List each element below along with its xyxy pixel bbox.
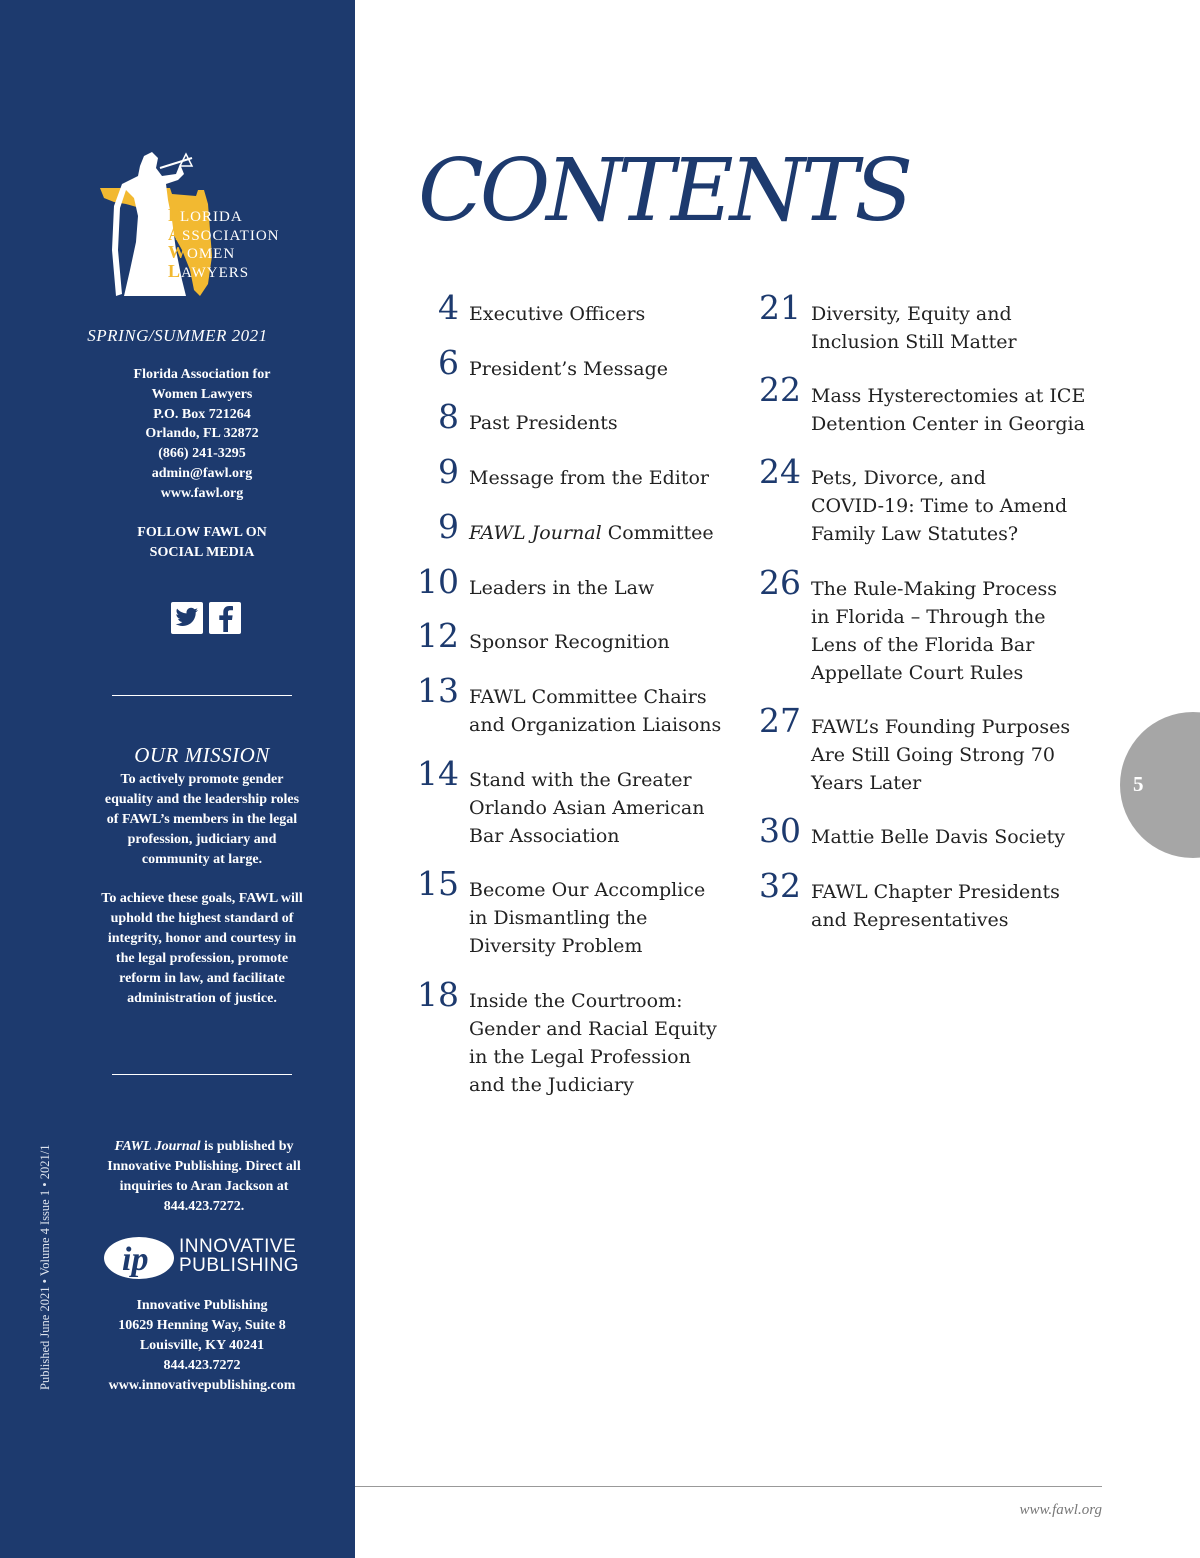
divider-bottom bbox=[112, 1074, 292, 1075]
issue-label: SPRING/SUMMER 2021 bbox=[87, 326, 268, 345]
twitter-icon[interactable] bbox=[171, 602, 203, 634]
toc-page-number: 9 bbox=[438, 507, 459, 546]
page-number-tab bbox=[1120, 712, 1200, 858]
toc-item[interactable] bbox=[414, 866, 705, 960]
ip-wordmark-line2: PUBLISHING bbox=[179, 1255, 300, 1276]
sidebar bbox=[0, 0, 355, 1558]
publication-info: Published June 2021 • Volume 4 Issue 1 • 2021/1 bbox=[38, 1144, 52, 1390]
footer-divider bbox=[355, 1486, 1102, 1487]
toc-item[interactable] bbox=[414, 756, 704, 850]
toc-title: Stand with the Greater Orlando Asian American Bar Association bbox=[469, 769, 705, 847]
follow-label bbox=[52, 523, 352, 563]
mission-paragraph-2: To achieve these goals, FAWL will uphold the highest standard of integrity, honor and courtesy in the legal profession, promote reform in law, and facilitate administration of justice. bbox=[101, 891, 303, 1006]
publisher-street: 10629 Henning Way, Suite 8 bbox=[118, 1317, 286, 1333]
phone: (866) 241-3295 bbox=[158, 446, 246, 462]
follow-line1: FOLLOW FAWL ON bbox=[137, 525, 267, 540]
contact-address bbox=[52, 365, 352, 504]
toc-page-number: 8 bbox=[438, 397, 459, 436]
toc-title bbox=[469, 509, 714, 547]
publisher-note bbox=[98, 1137, 310, 1217]
toc-title: Become Our Accomplice in Dismantling the Diversity Problem bbox=[469, 879, 706, 957]
toc-item[interactable] bbox=[414, 290, 645, 328]
facebook-icon[interactable] bbox=[209, 602, 241, 634]
toc-page-number: 4 bbox=[438, 288, 459, 327]
toc-title: FAWL Committee Chairs and Organization Liaisons bbox=[469, 686, 722, 736]
toc-title: Past Presidents bbox=[469, 412, 618, 434]
toc-item[interactable] bbox=[756, 703, 1070, 797]
toc-item[interactable] bbox=[756, 290, 1017, 356]
toc-item[interactable] bbox=[756, 813, 1065, 851]
email-link[interactable]: admin@fawl.org bbox=[151, 465, 253, 481]
mission-statement bbox=[98, 770, 306, 1029]
journal-name: FAWL Journal bbox=[114, 1139, 201, 1154]
toc-title: President’s Message bbox=[469, 358, 668, 380]
page-title: CONTENTS bbox=[418, 141, 910, 241]
toc-item[interactable] bbox=[756, 372, 1085, 438]
toc-title: Mass Hysterectomies at ICE Detention Center in Georgia bbox=[811, 385, 1086, 435]
website-link[interactable]: www.fawl.org bbox=[160, 485, 244, 501]
org-name-line1: Florida Association for bbox=[133, 367, 271, 382]
toc-page-number: 21 bbox=[759, 288, 801, 327]
ip-wordmark bbox=[179, 1237, 299, 1275]
toc-page-number: 12 bbox=[417, 616, 459, 655]
toc-page-number: 32 bbox=[759, 866, 801, 905]
toc-item[interactable] bbox=[756, 454, 1067, 548]
toc-item[interactable] bbox=[414, 509, 714, 547]
toc-page-number: 13 bbox=[417, 671, 459, 710]
toc-item[interactable] bbox=[756, 565, 1057, 687]
toc-title: Executive Officers bbox=[469, 303, 646, 325]
toc-page-number: 26 bbox=[759, 563, 801, 602]
city-line: Orlando, FL 32872 bbox=[145, 426, 259, 442]
divider-top bbox=[112, 695, 292, 696]
publisher-city: Louisville, KY 40241 bbox=[139, 1337, 265, 1353]
toc-title: Diversity, Equity and Inclusion Still Matter bbox=[811, 303, 1017, 353]
toc-item[interactable] bbox=[414, 345, 668, 383]
toc-page-number: 22 bbox=[759, 370, 801, 409]
toc-title-italic: FAWL Journal bbox=[469, 522, 602, 544]
toc-title: The Rule-Making Process in Florida – Through the Lens of the Florida Bar Appellate Court Rules bbox=[811, 578, 1057, 684]
toc-item[interactable] bbox=[414, 673, 721, 739]
toc-page-number: 14 bbox=[417, 754, 459, 793]
publisher-name: Innovative Publishing bbox=[136, 1298, 268, 1313]
toc-title: Message from the Editor bbox=[469, 467, 710, 489]
toc-title-rest: Committee bbox=[601, 522, 714, 544]
footer-website-link[interactable]: www.fawl.org bbox=[1019, 1502, 1102, 1518]
toc-item[interactable] bbox=[414, 454, 709, 492]
org-name-line2: Women Lawyers bbox=[151, 386, 253, 402]
toc-item[interactable] bbox=[756, 868, 1060, 934]
toc-page-number: 30 bbox=[759, 811, 801, 850]
toc-item[interactable] bbox=[414, 564, 654, 602]
toc-title: Leaders in the Law bbox=[469, 577, 655, 599]
toc-page-number: 10 bbox=[417, 562, 459, 601]
toc-page-number: 15 bbox=[417, 864, 459, 903]
toc-title: Mattie Belle Davis Society bbox=[811, 826, 1066, 848]
toc-title: FAWL Chapter Presidents and Representatives bbox=[811, 881, 1060, 931]
toc-title: FAWL’s Founding Purposes Are Still Going Strong 70 Years Later bbox=[811, 716, 1071, 794]
publisher-phone: 844.423.7272 bbox=[163, 1357, 241, 1373]
logo-wordmark: FLORIDA ASSOCIATION WOMEN LAWYERS bbox=[168, 205, 280, 281]
publisher-address bbox=[52, 1296, 352, 1396]
toc-title: Sponsor Recognition bbox=[469, 631, 670, 653]
ip-wordmark-line1: INNOVATIVE bbox=[179, 1236, 297, 1257]
publisher-website-link[interactable]: www.innovativepublishing.com bbox=[108, 1377, 296, 1393]
po-box: P.O. Box 721264 bbox=[153, 406, 251, 422]
toc-page-number: 9 bbox=[438, 452, 459, 491]
toc-item[interactable] bbox=[414, 618, 670, 656]
toc-page-number: 27 bbox=[759, 701, 801, 740]
publisher-note-text: is published by Innovative Publishing. Direct all inquiries to Aran Jackson at 844.423.7272. bbox=[107, 1139, 301, 1214]
svg-text:ip: ip bbox=[122, 1241, 149, 1278]
toc-title: Pets, Divorce, and COVID-19: Time to Amend Family Law Statutes? bbox=[811, 467, 1068, 545]
toc-title: Inside the Courtroom: Gender and Racial Equity in the Legal Profession and the Judiciary bbox=[469, 990, 717, 1096]
mission-paragraph-1: To actively promote gender equality and the leadership roles of FAWL’s members in the legal profession, judiciary and community at large. bbox=[104, 772, 300, 867]
social-links bbox=[171, 602, 241, 634]
toc-item[interactable] bbox=[414, 399, 618, 437]
toc-item[interactable] bbox=[414, 977, 717, 1099]
toc-page-number: 18 bbox=[417, 975, 459, 1014]
page-number: 5 bbox=[1133, 772, 1144, 796]
mission-title: OUR MISSION bbox=[134, 743, 270, 767]
toc-page-number: 6 bbox=[438, 343, 459, 382]
toc-page-number: 24 bbox=[759, 452, 801, 491]
follow-line2: SOCIAL MEDIA bbox=[149, 544, 255, 560]
